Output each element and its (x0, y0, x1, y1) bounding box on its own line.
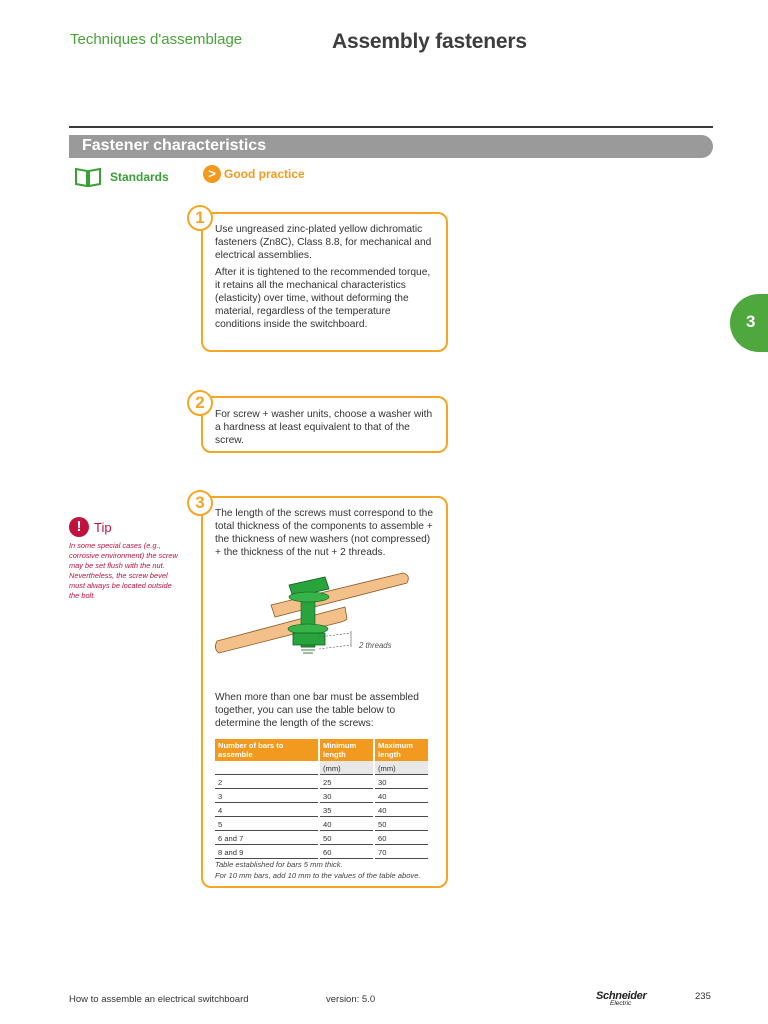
table-cell: 50 (319, 831, 374, 845)
page-number: 235 (695, 991, 711, 1002)
table-cell: 50 (374, 817, 428, 831)
good-practice-label: Good practice (224, 167, 305, 181)
screw-length-table (215, 739, 428, 859)
page-title: Assembly fasteners (332, 30, 527, 53)
header-rule (69, 126, 713, 128)
table-cell: 60 (319, 845, 374, 859)
table-note-2: For 10 mm bars, add 10 mm to the values of the table above. (215, 871, 421, 880)
book-icon (74, 166, 102, 188)
box-3-number: 3 (187, 490, 213, 516)
practice-box-2 (201, 396, 448, 453)
table-cell: 40 (319, 817, 374, 831)
table-unit-cell (215, 761, 319, 775)
brand-name: Schneider (596, 990, 647, 1002)
tip-title: Tip (94, 519, 112, 535)
standards-link[interactable] (74, 166, 169, 188)
standards-label: Standards (110, 170, 169, 184)
table-header-min: Minimum length (319, 739, 374, 761)
table-cell: 3 (215, 789, 319, 803)
table-cell: 40 (374, 789, 428, 803)
brand-sub: Electric (610, 1000, 632, 1007)
chapter-tab-number: 3 (746, 312, 756, 331)
table-cell: 40 (374, 803, 428, 817)
chapter-tab[interactable] (730, 294, 768, 352)
table-row (215, 789, 428, 803)
table-cell: 2 (215, 775, 319, 789)
table-row (215, 803, 428, 817)
footer-doc-title: How to assemble an electrical switchboard (69, 994, 249, 1005)
box-2-number: 2 (187, 390, 213, 416)
table-cell: 70 (374, 845, 428, 859)
chapter-title: Techniques d'assemblage (70, 31, 243, 48)
table-row (215, 817, 428, 831)
table-cell: 4 (215, 803, 319, 817)
table-cell: 5 (215, 817, 319, 831)
two-threads-label: 2 threads (359, 641, 392, 650)
table-cell: 60 (374, 831, 428, 845)
section-title: Fastener characteristics (82, 137, 267, 154)
table-cell: 8 and 9 (215, 845, 319, 859)
warning-icon: ! (69, 517, 89, 537)
practice-box-3 (201, 496, 448, 888)
table-note-1: Table established for bars 5 mm thick. (215, 860, 343, 869)
table-intro: When more than one bar must be assembled together, you can use the table below to determine the length of the screws: (215, 692, 419, 729)
section-heading-bar (69, 135, 713, 158)
table-header-max: Maximum length (374, 739, 428, 761)
table-row (215, 831, 428, 845)
table-cell: 25 (319, 775, 374, 789)
good-practice-link[interactable] (203, 165, 305, 183)
table-unit-cell: (mm) (319, 761, 374, 775)
box-1-paragraph-2: After it is tightened to the recommended torque, it retains all the mechanical characteristics (elasticity) over time, without deforming the material, regardless of the temperature conditions inside the switchboard. (215, 267, 431, 330)
table-cell: 30 (374, 775, 428, 789)
table-cell: 30 (319, 789, 374, 803)
table-row (215, 775, 428, 789)
tip-text: In some special cases (e.g., corrosive environment) the screw may be set flush with the nut. Nevertheless, the screw bevel must always be located outside the bolt. (69, 541, 178, 600)
box-2-paragraph-1: For screw + washer units, choose a washer with a hardness at least equivalent to that of the screw. (215, 409, 433, 446)
table-cell: 6 and 7 (215, 831, 319, 845)
schneider-logo (596, 990, 656, 1007)
table-unit-cell: (mm) (374, 761, 428, 775)
box-1-number: 1 (187, 205, 213, 231)
table-cell: 35 (319, 803, 374, 817)
box-3-paragraph-1: The length of the screws must correspond to the total thickness of the components to assemble + the thickness of new washers (not compressed) + the thickness of the nut + 2 threads. (215, 508, 434, 558)
practice-box-1 (201, 212, 448, 352)
chevron-right-icon: > (203, 165, 221, 183)
table-row (215, 845, 428, 859)
table-header-bars: Number of bars to assemble (215, 739, 319, 761)
footer-version: version: 5.0 (326, 994, 376, 1005)
box-1-paragraph-1: Use ungreased zinc-plated yellow dichromatic fasteners (Zn8C), Class 8.8, for mechanical and electrical assemblies. (215, 224, 432, 261)
tip-note (69, 517, 184, 601)
